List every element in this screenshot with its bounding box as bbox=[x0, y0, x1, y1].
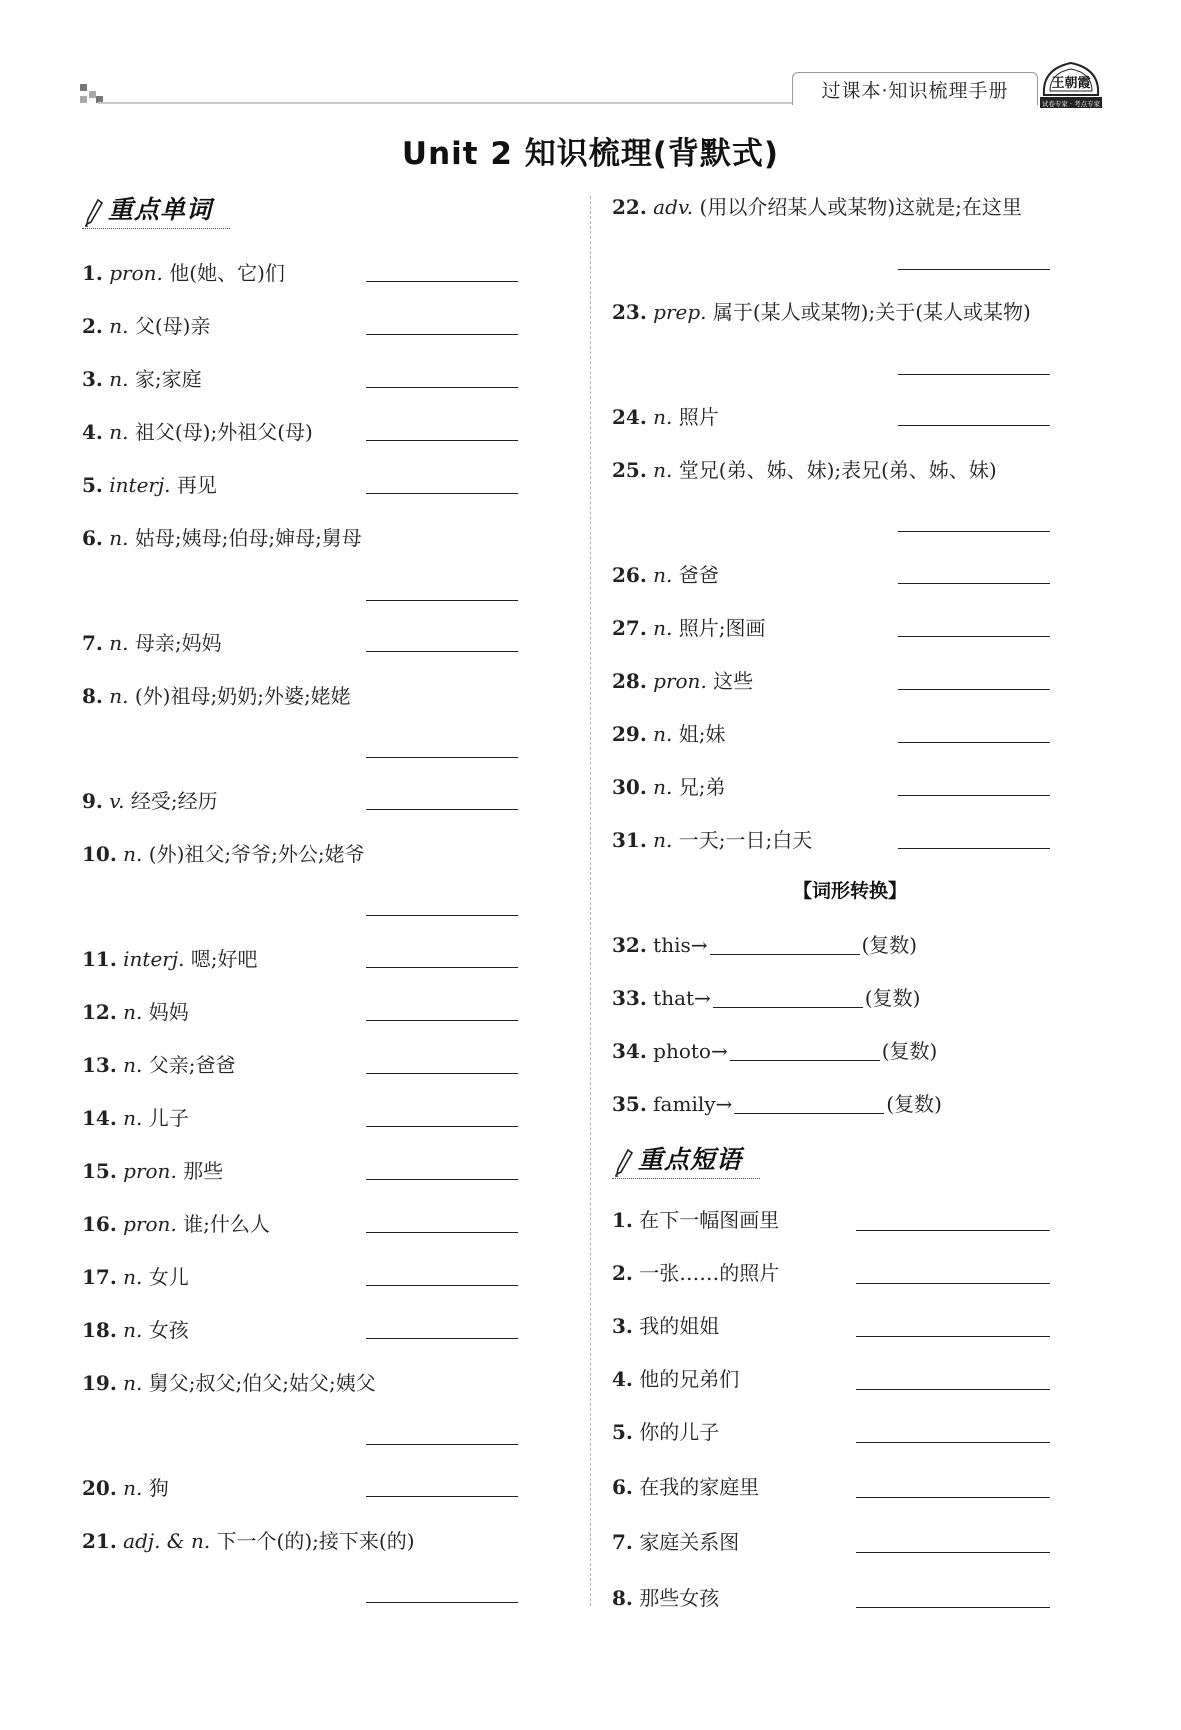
vocab-item bbox=[82, 364, 202, 394]
item-number: 32. bbox=[612, 933, 647, 957]
item-number: 16. bbox=[82, 1212, 117, 1236]
item-number: 11. bbox=[82, 947, 117, 971]
vocab-item bbox=[82, 786, 218, 816]
column-divider bbox=[590, 196, 591, 1606]
phrase-item bbox=[612, 1205, 779, 1235]
part-of-speech: n. bbox=[109, 526, 129, 550]
item-number: 5. bbox=[612, 1420, 633, 1444]
item-number: 6. bbox=[612, 1475, 633, 1499]
vocab-item bbox=[612, 402, 719, 432]
answer-blank[interactable] bbox=[898, 689, 1050, 690]
meaning: 兄;弟 bbox=[678, 775, 726, 799]
item-number: 20. bbox=[82, 1476, 117, 1500]
form-note: (复数) bbox=[864, 986, 921, 1010]
meaning: 姐;妹 bbox=[678, 722, 726, 746]
form-note: (复数) bbox=[886, 1092, 942, 1116]
vocab-item bbox=[82, 1315, 189, 1345]
meaning: 那些 bbox=[183, 1159, 224, 1183]
part-of-speech: n. bbox=[123, 1106, 143, 1130]
vocab-item bbox=[82, 417, 313, 447]
meaning: 堂兄(弟、姊、妹);表兄(弟、姊、妹) bbox=[678, 458, 997, 482]
word-forms-heading: 【词形转换】 bbox=[792, 880, 907, 902]
phrase-section-heading bbox=[612, 1142, 760, 1179]
part-of-speech: pron. bbox=[653, 669, 707, 693]
answer-blank[interactable] bbox=[898, 795, 1050, 796]
answer-blank[interactable] bbox=[898, 374, 1050, 375]
answer-blank[interactable] bbox=[366, 1602, 518, 1603]
meaning: 下一个(的);接下来(的) bbox=[216, 1529, 415, 1553]
part-of-speech: pron. bbox=[123, 1159, 177, 1183]
phrase-text: 我的姐姐 bbox=[639, 1314, 720, 1338]
answer-blank[interactable] bbox=[366, 651, 518, 652]
meaning: 一天;一日;白天 bbox=[678, 828, 813, 852]
answer-blank[interactable] bbox=[366, 600, 518, 601]
phrase-item bbox=[612, 1311, 719, 1341]
phrase-text: 他的兄弟们 bbox=[639, 1367, 740, 1391]
phrase-text: 一张……的照片 bbox=[639, 1261, 780, 1285]
svg-text:试卷专家 · 考点专家: 试卷专家 · 考点专家 bbox=[1041, 100, 1101, 108]
item-number: 13. bbox=[82, 1053, 117, 1077]
vocab-item bbox=[612, 192, 1022, 222]
item-number: 19. bbox=[82, 1371, 117, 1395]
part-of-speech: n. bbox=[109, 684, 129, 708]
item-number: 3. bbox=[82, 367, 103, 391]
part-of-speech: interj. bbox=[109, 473, 171, 497]
answer-blank[interactable] bbox=[710, 934, 860, 955]
meaning: 儿子 bbox=[148, 1106, 189, 1130]
part-of-speech: n. bbox=[653, 458, 673, 482]
base-word: photo→ bbox=[653, 1039, 728, 1063]
page-header bbox=[0, 0, 1181, 120]
item-number: 22. bbox=[612, 195, 647, 219]
base-word: that→ bbox=[653, 986, 711, 1010]
meaning: 嗯;好吧 bbox=[190, 947, 258, 971]
item-number: 31. bbox=[612, 828, 647, 852]
item-number: 6. bbox=[82, 526, 103, 550]
part-of-speech: n. bbox=[653, 828, 673, 852]
answer-blank[interactable] bbox=[730, 1040, 880, 1061]
item-number: 28. bbox=[612, 669, 647, 693]
part-of-speech: interj. bbox=[123, 947, 185, 971]
item-number: 9. bbox=[82, 789, 103, 813]
answer-blank[interactable] bbox=[856, 1442, 1050, 1443]
meaning: 舅父;叔父;伯父;姑父;姨父 bbox=[148, 1371, 376, 1395]
vocab-item bbox=[612, 772, 726, 802]
part-of-speech: n. bbox=[123, 1476, 143, 1500]
part-of-speech: n. bbox=[653, 563, 673, 587]
page-title: Unit 2 知识梳理(背默式) bbox=[401, 136, 780, 172]
answer-blank[interactable] bbox=[366, 757, 518, 758]
answer-blank[interactable] bbox=[366, 1020, 518, 1021]
part-of-speech: n. bbox=[123, 1371, 143, 1395]
form-note: (复数) bbox=[881, 1039, 938, 1063]
meaning: 父亲;爸爸 bbox=[148, 1053, 236, 1077]
part-of-speech: n. bbox=[123, 1265, 143, 1289]
answer-blank[interactable] bbox=[856, 1230, 1050, 1231]
part-of-speech: n. bbox=[123, 1318, 143, 1342]
word-form-item bbox=[612, 1089, 942, 1119]
vocab-item bbox=[612, 666, 753, 696]
meaning: 父(母)亲 bbox=[134, 314, 211, 338]
phrase-text: 家庭关系图 bbox=[639, 1530, 740, 1554]
item-number: 2. bbox=[82, 314, 103, 338]
vocab-item bbox=[82, 470, 217, 500]
part-of-speech: n. bbox=[653, 405, 673, 429]
item-number: 12. bbox=[82, 1000, 117, 1024]
vocab-item bbox=[82, 1526, 415, 1556]
answer-blank[interactable] bbox=[366, 1338, 518, 1339]
phrase-item bbox=[612, 1417, 719, 1447]
part-of-speech: n. bbox=[653, 775, 673, 799]
item-number: 7. bbox=[82, 631, 103, 655]
answer-blank[interactable] bbox=[713, 987, 863, 1008]
meaning: (外)祖母;奶奶;外婆;姥姥 bbox=[134, 684, 351, 708]
item-number: 26. bbox=[612, 563, 647, 587]
pen-icon bbox=[612, 1148, 634, 1178]
corner-squares-decoration bbox=[80, 84, 106, 104]
part-of-speech: adv. bbox=[653, 195, 694, 219]
part-of-speech: adj. & n. bbox=[123, 1529, 211, 1553]
meaning: 妈妈 bbox=[148, 1000, 189, 1024]
word-form-item bbox=[612, 930, 917, 960]
part-of-speech: n. bbox=[123, 1000, 143, 1024]
vocab-item bbox=[82, 311, 210, 341]
answer-blank[interactable] bbox=[366, 915, 518, 916]
meaning: (外)祖父;爷爷;外公;姥爷 bbox=[148, 842, 365, 866]
part-of-speech: n. bbox=[109, 631, 129, 655]
answer-blank[interactable] bbox=[366, 387, 518, 388]
item-number: 17. bbox=[82, 1265, 117, 1289]
vocab-item bbox=[612, 613, 766, 643]
part-of-speech: pron. bbox=[109, 261, 163, 285]
item-number: 33. bbox=[612, 986, 647, 1010]
answer-blank[interactable] bbox=[366, 1444, 518, 1445]
part-of-speech: n. bbox=[123, 1053, 143, 1077]
part-of-speech: pron. bbox=[123, 1212, 177, 1236]
vocab-item bbox=[82, 1473, 169, 1503]
vocab-item bbox=[82, 1050, 236, 1080]
word-form-item bbox=[612, 983, 920, 1013]
meaning: 他(她、它)们 bbox=[169, 261, 285, 285]
answer-blank[interactable] bbox=[856, 1497, 1050, 1498]
item-number: 5. bbox=[82, 473, 103, 497]
vocab-section-heading bbox=[82, 192, 230, 229]
answer-blank[interactable] bbox=[856, 1552, 1050, 1553]
meaning: 谁;什么人 bbox=[183, 1212, 270, 1236]
meaning: 经受;经历 bbox=[130, 789, 218, 813]
vocab-item bbox=[612, 719, 726, 749]
part-of-speech: n. bbox=[123, 842, 143, 866]
item-number: 4. bbox=[612, 1367, 633, 1391]
meaning: 祖父(母);外祖父(母) bbox=[134, 420, 313, 444]
meaning: 女儿 bbox=[148, 1265, 189, 1289]
answer-blank[interactable] bbox=[898, 425, 1050, 426]
vocab-item bbox=[612, 297, 1031, 327]
phrase-item bbox=[612, 1583, 719, 1613]
phrase-item bbox=[612, 1364, 739, 1394]
answer-blank[interactable] bbox=[898, 269, 1050, 270]
item-number: 8. bbox=[82, 684, 103, 708]
part-of-speech: n. bbox=[109, 420, 129, 444]
answer-blank[interactable] bbox=[366, 967, 518, 968]
vocab-item bbox=[82, 944, 258, 974]
vocab-item bbox=[82, 1368, 376, 1398]
svg-text:王朝霞: 王朝霞 bbox=[1051, 76, 1091, 91]
vocab-item bbox=[82, 997, 189, 1027]
item-number: 10. bbox=[82, 842, 117, 866]
answer-blank[interactable] bbox=[856, 1389, 1050, 1390]
item-number: 7. bbox=[612, 1530, 633, 1554]
meaning: 照片 bbox=[678, 405, 719, 429]
pen-icon bbox=[82, 198, 104, 228]
phrase-item bbox=[612, 1258, 779, 1288]
form-note: (复数) bbox=[861, 933, 918, 957]
phrase-text: 在下一幅图画里 bbox=[639, 1208, 780, 1232]
answer-blank[interactable] bbox=[898, 742, 1050, 743]
item-number: 3. bbox=[612, 1314, 633, 1338]
part-of-speech: n. bbox=[109, 314, 129, 338]
answer-blank[interactable] bbox=[898, 848, 1050, 849]
vocab-item bbox=[82, 1262, 189, 1292]
meaning: 爸爸 bbox=[678, 563, 719, 587]
item-number: 29. bbox=[612, 722, 647, 746]
vocab-item bbox=[82, 628, 222, 658]
publisher-logo bbox=[1036, 55, 1106, 115]
vocab-item bbox=[82, 1156, 223, 1186]
meaning: (用以介绍某人或某物)这就是;在这里 bbox=[699, 195, 1022, 219]
book-title: 过课本·知识梳理手册 bbox=[821, 79, 1009, 102]
part-of-speech: n. bbox=[653, 616, 673, 640]
answer-blank[interactable] bbox=[898, 531, 1050, 532]
vocab-item bbox=[82, 1209, 270, 1239]
meaning: 这些 bbox=[713, 669, 754, 693]
item-number: 27. bbox=[612, 616, 647, 640]
answer-blank[interactable] bbox=[366, 493, 518, 494]
item-number: 14. bbox=[82, 1106, 117, 1130]
part-of-speech: n. bbox=[653, 722, 673, 746]
vocab-item bbox=[82, 1103, 189, 1133]
answer-blank[interactable] bbox=[366, 1126, 518, 1127]
vocab-item bbox=[612, 560, 719, 590]
item-number: 4. bbox=[82, 420, 103, 444]
item-number: 1. bbox=[82, 261, 103, 285]
answer-blank[interactable] bbox=[366, 1285, 518, 1286]
answer-blank[interactable] bbox=[366, 1179, 518, 1180]
part-of-speech: v. bbox=[109, 789, 125, 813]
base-word: family→ bbox=[653, 1092, 733, 1116]
item-number: 1. bbox=[612, 1208, 633, 1232]
item-number: 23. bbox=[612, 300, 647, 324]
item-number: 34. bbox=[612, 1039, 647, 1063]
meaning: 狗 bbox=[148, 1476, 169, 1500]
meaning: 照片;图画 bbox=[678, 616, 766, 640]
answer-blank[interactable] bbox=[366, 334, 518, 335]
item-number: 18. bbox=[82, 1318, 117, 1342]
answer-blank[interactable] bbox=[734, 1093, 884, 1114]
meaning: 属于(某人或某物);关于(某人或某物) bbox=[712, 300, 1031, 324]
phrase-text: 你的儿子 bbox=[639, 1420, 720, 1444]
answer-blank[interactable] bbox=[366, 281, 518, 282]
item-number: 35. bbox=[612, 1092, 647, 1116]
vocab-item bbox=[82, 258, 285, 288]
vocab-item bbox=[82, 523, 362, 553]
part-of-speech: n. bbox=[109, 367, 129, 391]
vocab-item bbox=[82, 839, 365, 869]
part-of-speech: prep. bbox=[653, 300, 707, 324]
vocab-item bbox=[612, 825, 812, 855]
answer-blank[interactable] bbox=[898, 583, 1050, 584]
answer-blank[interactable] bbox=[366, 1496, 518, 1497]
phrase-text: 那些女孩 bbox=[639, 1586, 720, 1610]
item-number: 24. bbox=[612, 405, 647, 429]
item-number: 25. bbox=[612, 458, 647, 482]
item-number: 2. bbox=[612, 1261, 633, 1285]
vocab-item bbox=[612, 455, 997, 485]
answer-blank[interactable] bbox=[366, 1073, 518, 1074]
answer-blank[interactable] bbox=[898, 636, 1050, 637]
item-number: 30. bbox=[612, 775, 647, 799]
answer-blank[interactable] bbox=[856, 1336, 1050, 1337]
word-form-item bbox=[612, 1036, 937, 1066]
item-number: 8. bbox=[612, 1586, 633, 1610]
answer-blank[interactable] bbox=[366, 440, 518, 441]
meaning: 姑母;姨母;伯母;婶母;舅母 bbox=[134, 526, 362, 550]
phrase-heading-text: 重点短语 bbox=[638, 1145, 743, 1174]
phrase-item bbox=[612, 1472, 759, 1502]
answer-blank[interactable] bbox=[366, 809, 518, 810]
answer-blank[interactable] bbox=[366, 1232, 518, 1233]
phrase-text: 在我的家庭里 bbox=[639, 1475, 760, 1499]
phrase-item bbox=[612, 1527, 739, 1557]
book-title-tab bbox=[792, 72, 1038, 105]
item-number: 21. bbox=[82, 1529, 117, 1553]
item-number: 15. bbox=[82, 1159, 117, 1183]
meaning: 母亲;妈妈 bbox=[134, 631, 222, 655]
answer-blank[interactable] bbox=[856, 1283, 1050, 1284]
vocab-heading-text: 重点单词 bbox=[108, 195, 213, 224]
vocab-item bbox=[82, 681, 351, 711]
meaning: 再见 bbox=[176, 473, 217, 497]
answer-blank[interactable] bbox=[856, 1607, 1050, 1608]
base-word: this→ bbox=[653, 933, 708, 957]
meaning: 家;家庭 bbox=[134, 367, 202, 391]
meaning: 女孩 bbox=[148, 1318, 189, 1342]
